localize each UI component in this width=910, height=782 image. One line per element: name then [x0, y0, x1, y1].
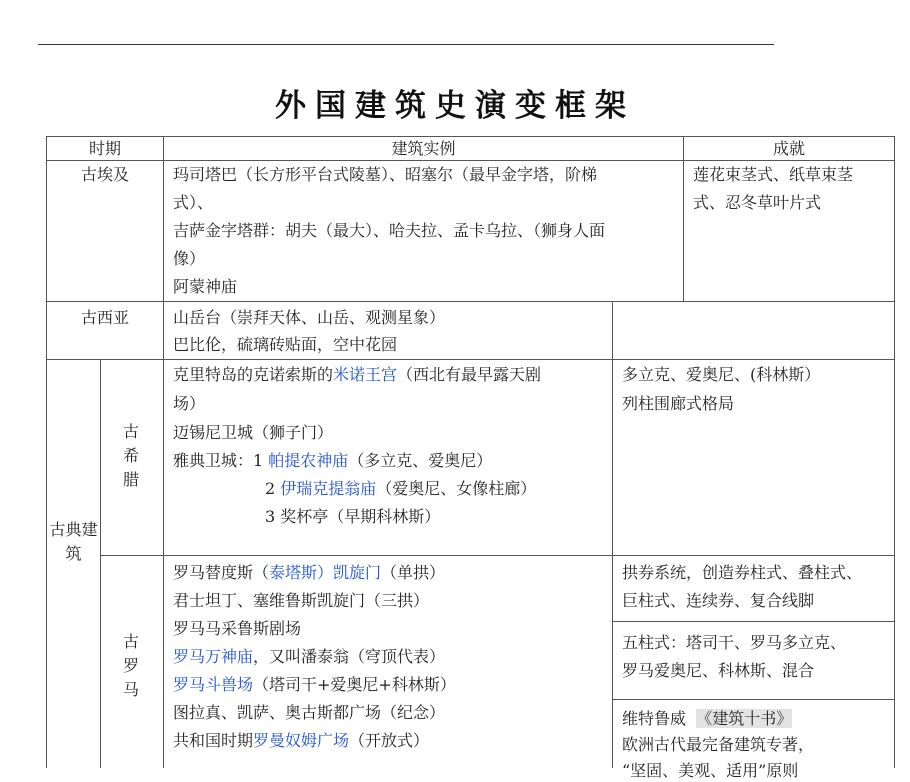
- rome-achievement-line: 巨柱式、连续券、复合线脚: [622, 591, 815, 610]
- table-border: [46, 301, 894, 302]
- link-parthenon[interactable]: 帕提农神庙: [268, 451, 349, 470]
- rome-achievement-line: 维特鲁威 《建筑十书》: [622, 709, 793, 728]
- egypt-example-line: 玛司塔巴（长方形平台式陵墓）、昭塞尔（最早金字塔，阶梯: [173, 165, 598, 184]
- header-achievements: 成就: [772, 139, 805, 158]
- period-egypt: 古埃及: [80, 165, 129, 184]
- link-minoan-palace[interactable]: 米诺王宫: [333, 365, 398, 384]
- greece-achievement-line: 列柱围廊式格局: [622, 394, 735, 413]
- header-period: 时期: [88, 139, 121, 158]
- greece-achievement-line: 多立克、爱奥尼、(科林斯）: [622, 365, 821, 384]
- egypt-example-line: 阿蒙神庙: [173, 277, 238, 296]
- greece-example-line: 雅典卫城：1 帕提农神庙（多立克、爱奥尼）: [173, 451, 493, 470]
- table-border: [100, 555, 894, 556]
- period-greece: 古希腊: [122, 422, 139, 489]
- period-classical: 古典建筑: [49, 520, 98, 563]
- page-title: 外国建筑史演变框架: [275, 88, 635, 124]
- table-border: [46, 160, 894, 161]
- rome-example-line: 罗马替度斯（泰塔斯）凯旋门（单拱）: [173, 563, 446, 582]
- table-border: [894, 136, 895, 768]
- rome-example-line: 图拉真、凯萨、奥古斯都广场（纪念）: [173, 703, 446, 722]
- table-border: [46, 136, 47, 768]
- greece-example-line: 迈锡尼卫城（狮子门）: [173, 423, 334, 442]
- link-roman-forum[interactable]: 罗曼奴姆广场: [253, 731, 350, 750]
- period-west-asia: 古西亚: [80, 308, 129, 327]
- egypt-example-line: 吉萨金字塔群：胡夫（最大）、哈夫拉、孟卡乌拉、（狮身人面: [173, 221, 606, 240]
- link-colosseum[interactable]: 罗马斗兽场: [173, 675, 254, 694]
- rome-achievement-line: 拱券系统，创造券柱式、叠柱式、: [622, 563, 863, 582]
- book-title-highlight: 《建筑十书》: [696, 709, 793, 728]
- link-arch-of-titus[interactable]: 泰塔斯）凯旋门: [269, 563, 382, 582]
- header-examples: 建筑实例: [391, 139, 456, 158]
- link-erechtheion[interactable]: 伊瑞克提翁庙: [280, 479, 377, 498]
- rome-achievement-line: 欧洲古代最完备建筑专著，: [622, 735, 815, 754]
- greece-example-line: 2 伊瑞克提翁庙（爱奥尼、女像柱廊）: [265, 479, 537, 498]
- egypt-example-line: 式）、: [173, 193, 214, 212]
- egypt-achievement-line: 式、忍冬草叶片式: [693, 193, 822, 212]
- rome-example-line: 罗马万神庙，又叫潘泰翁（穹顶代表）: [173, 647, 446, 666]
- egypt-example-line: 像）: [173, 249, 206, 268]
- rome-example-line: 罗马斗兽场（塔司干+爱奥尼+科林斯）: [173, 675, 456, 694]
- greece-example-line: 场）: [173, 394, 206, 413]
- table-border: [46, 359, 894, 360]
- table-border: [612, 621, 894, 622]
- rome-example-line: 君士坦丁、塞维鲁斯凯旋门（三拱）: [173, 591, 430, 610]
- rome-achievement-line: 五柱式：塔司干、罗马多立克、: [622, 633, 847, 652]
- west-asia-example-line: 山岳台（崇拜天体、山岳、观测星象）: [173, 308, 446, 327]
- table-border: [683, 136, 684, 301]
- west-asia-example-line: 巴比伦，硫璃砖贴面，空中花园: [173, 335, 398, 354]
- table-border: [100, 359, 101, 768]
- rome-achievement-line: “坚固、美观、适用”原则: [622, 761, 799, 780]
- table-border: [163, 136, 164, 768]
- table-border: [612, 699, 894, 700]
- rome-example-line: 罗马马采鲁斯剧场: [173, 619, 302, 638]
- table-border: [612, 301, 613, 768]
- greece-example-line: 3 奖杯亭（早期科林斯）: [265, 507, 441, 526]
- rome-example-line: 共和国时期罗曼奴姆广场（开放式）: [173, 731, 430, 750]
- greece-example-line: 克里特岛的克诺索斯的米诺王宫（西北有最早露天剧: [173, 365, 542, 384]
- rome-achievement-line: 罗马爱奥尼、科林斯、混合: [622, 661, 815, 680]
- period-rome: 古罗马: [122, 632, 139, 699]
- egypt-achievement-line: 莲花束茎式、纸草束茎: [693, 165, 854, 184]
- link-pantheon[interactable]: 罗马万神庙: [173, 647, 254, 666]
